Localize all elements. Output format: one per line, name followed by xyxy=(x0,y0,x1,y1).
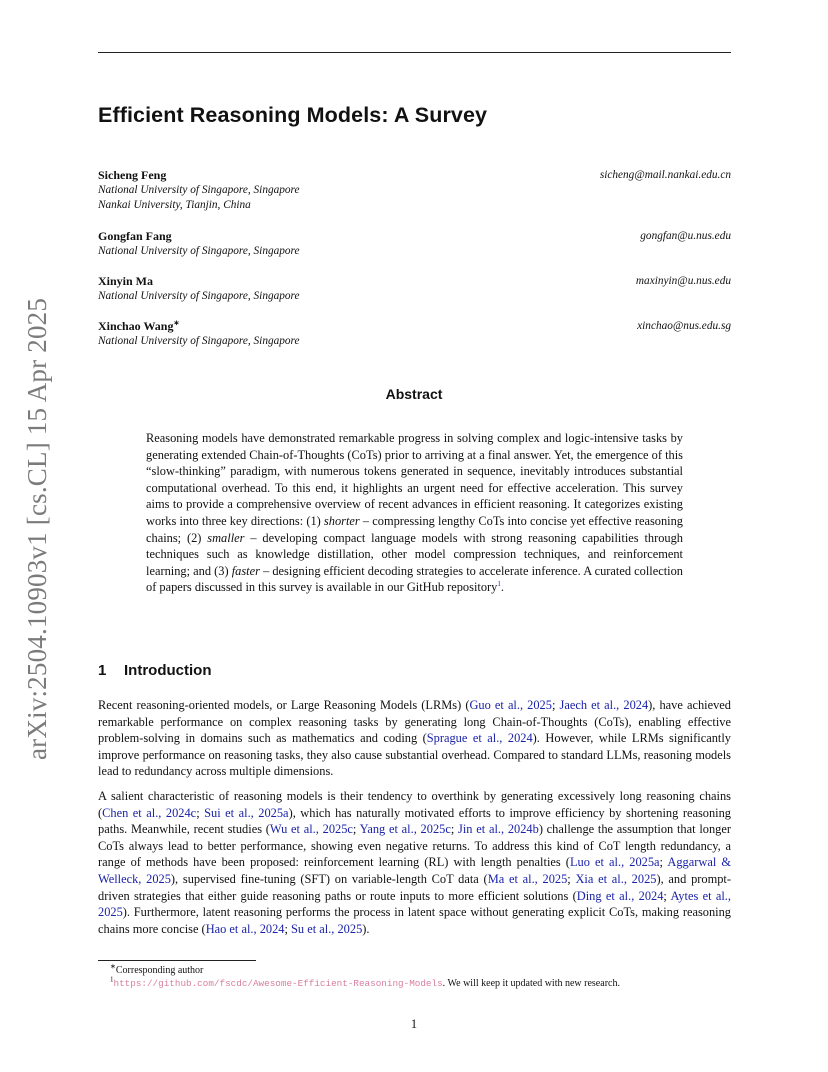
abstract-text: – designing efficient decoding strategies to accelerate inference. A curated collection of papers discussed in this survey is available in our GitHub repository xyxy=(146,563,683,595)
author-email[interactable]: gongfan@u.nus.edu xyxy=(640,230,731,242)
paragraph-text: ; xyxy=(567,871,576,886)
paragraph-text: A salient characteristic of reasoning models is their tendency to overthink by generating excessively long reasoning chains ( xyxy=(98,789,731,820)
citation-link[interactable]: Yang et al., 2025c xyxy=(359,822,451,837)
author-block xyxy=(98,319,731,349)
abstract-text: – compressing lengthy CoTs into concise yet effective reasoning chains; (2) xyxy=(146,513,683,545)
citation-link[interactable]: Jaech et al., 2024 xyxy=(559,698,649,712)
intro-paragraph-2 xyxy=(98,788,731,937)
author-block xyxy=(98,274,731,304)
footnote-text: . We will keep it updated with new research. xyxy=(442,978,620,989)
author-block xyxy=(98,168,731,213)
citation-link[interactable]: Chen et al., 2024c xyxy=(102,805,197,820)
paragraph-text: Recent reasoning-oriented models, or Large Reasoning Models (LRMs) ( xyxy=(98,698,470,712)
citation-link[interactable]: Guo et al., 2025 xyxy=(469,698,552,712)
citation-link[interactable]: Sui et al., 2025a xyxy=(204,805,289,820)
arxiv-sidebar-stamp: arXiv:2504.10903v1 [cs.CL] 15 Apr 2025 xyxy=(22,297,52,760)
paragraph-text: ; xyxy=(551,698,560,712)
author-name: Gongfan Fang xyxy=(98,229,172,243)
author-affiliation: Nankai University, Tianjin, China xyxy=(98,199,251,211)
footnote-link[interactable]: 1 xyxy=(497,580,501,589)
paragraph-text: ). xyxy=(362,921,370,936)
footnote-text: Corresponding author xyxy=(115,965,204,976)
author-affiliation: National University of Singapore, Singapore xyxy=(98,184,300,196)
citation-link[interactable]: Ma et al., 2025 xyxy=(487,871,568,886)
corresponding-author-mark: ∗ xyxy=(173,319,180,327)
paragraph-text: ; xyxy=(284,921,292,936)
citation-link[interactable]: Wu et al., 2025c xyxy=(269,822,353,837)
paragraph-text: ), and prompt-driven strategies that either guide reasoning paths or route inputs to more efficient solutions ( xyxy=(98,871,731,903)
paragraph-text: ), which has naturally motivated efforts to improve efficiency by shortening reasoning paths. Meanwhile, recent studies ( xyxy=(98,805,731,837)
author-name: Sicheng Feng xyxy=(98,168,167,182)
footnote xyxy=(110,977,620,990)
author-affiliation: National University of Singapore, Singapore xyxy=(98,335,300,347)
section-heading xyxy=(98,662,211,679)
page-number: 1 xyxy=(410,1017,418,1031)
citation-link[interactable]: Aggarwal & Welleck, 2025 xyxy=(98,855,731,886)
footnote-mark: 1 xyxy=(110,975,114,984)
author-affiliation: National University of Singapore, Singapore xyxy=(98,290,300,302)
footnote-rule xyxy=(98,960,256,961)
author-affiliation: National University of Singapore, Singapore xyxy=(98,245,300,257)
citation-link[interactable]: Ding et al., 2024 xyxy=(576,888,664,903)
intro-paragraph-1 xyxy=(98,697,731,780)
citation-link[interactable]: Jin et al., 2024b xyxy=(458,822,539,837)
abstract-emphasis: faster xyxy=(231,563,260,578)
paragraph-text: ; xyxy=(196,805,205,820)
abstract-emphasis: smaller xyxy=(207,530,245,545)
abstract-text: – developing compact language models with strong reasoning capabilities through techniques such as knowledge distillation, other model compression techniques, and reinforcement learning; and (3) xyxy=(146,530,683,578)
citation-link[interactable]: Su et al., 2025 xyxy=(291,921,363,936)
paragraph-text: ; xyxy=(450,822,459,837)
author-name: Xinyin Ma xyxy=(98,274,154,288)
paragraph-text: ) challenge the assumption that longer CoTs always lead to better performance, showing even negative returns. To address this kind of CoT length redundancy, a range of methods have been proposed: reinforcement learning (RL) with length penalties ( xyxy=(98,822,731,870)
paragraph-text: ; xyxy=(352,822,360,837)
author-email[interactable]: sicheng@mail.nankai.edu.cn xyxy=(599,169,731,181)
paragraph-text: ), supervised fine-tuning (SFT) on variable-length CoT data ( xyxy=(170,871,488,886)
paragraph-text: ). Furthermore, latent reasoning performs the process in latent space without generating explicit CoTs, making reasoning chains more concise ( xyxy=(98,905,731,936)
abstract-body xyxy=(146,430,683,596)
paragraph-text: ). However, while LRMs significantly improve performance on reasoning tasks, they also cause substantial overhead. Compared to standard LLMs, reasoning models lead to redundancy across multiple dimensions. xyxy=(98,731,731,779)
footnote-mark: ∗ xyxy=(110,962,116,971)
paper-title: Efficient Reasoning Models: A Survey xyxy=(98,103,488,127)
citation-link[interactable]: Xia et al., 2025 xyxy=(575,871,657,886)
top-rule xyxy=(98,52,731,53)
paragraph-text: ), have achieved remarkable performance on complex reasoning tasks by generating long Chain-of-Thoughts (CoTs), enabling effective problem-solving in domains such as mathematics and coding ( xyxy=(98,698,732,746)
author-email[interactable]: xinchao@nus.edu.sg xyxy=(637,320,731,332)
citation-link[interactable]: Sprague et al., 2024 xyxy=(426,731,533,746)
citation-link[interactable]: Hao et al., 2024 xyxy=(205,921,285,936)
abstract-heading: Abstract xyxy=(385,386,443,402)
author-block xyxy=(98,229,731,259)
citation-link[interactable]: Aytes et al., 2025 xyxy=(98,888,732,920)
abstract-text: Reasoning models have demonstrated remarkable progress in solving complex and logic-intensive tasks by generating extended Chain-of-Thoughts (CoTs) prior to arriving at a final answer. Yet, the emergence of this “slow-thinking” paradigm, with numerous tokens generated in sequence, inevitably introduces substantial computational overhead. To this end, it highlights an urgent need for effective acceleration. This survey aims to provide a comprehensive overview of recent advances in efficient reasoning. It categorizes existing works into three key directions: (1) xyxy=(146,431,683,528)
section-number: 1 xyxy=(98,662,107,679)
paragraph-text: ; xyxy=(663,888,671,903)
paragraph-text: ; xyxy=(659,855,668,870)
author-email[interactable]: maxinyin@u.nus.edu xyxy=(635,275,731,287)
github-link[interactable]: https://github.com/fscdc/Awesome-Efficient-Reasoning-Models xyxy=(113,978,443,989)
author-name: Xinchao Wang xyxy=(98,319,174,333)
abstract-text: . xyxy=(500,580,504,595)
section-title: Introduction xyxy=(124,662,212,679)
footnote xyxy=(110,964,203,977)
citation-link[interactable]: Luo et al., 2025a xyxy=(569,855,660,870)
abstract-emphasis: shorter xyxy=(323,513,360,528)
